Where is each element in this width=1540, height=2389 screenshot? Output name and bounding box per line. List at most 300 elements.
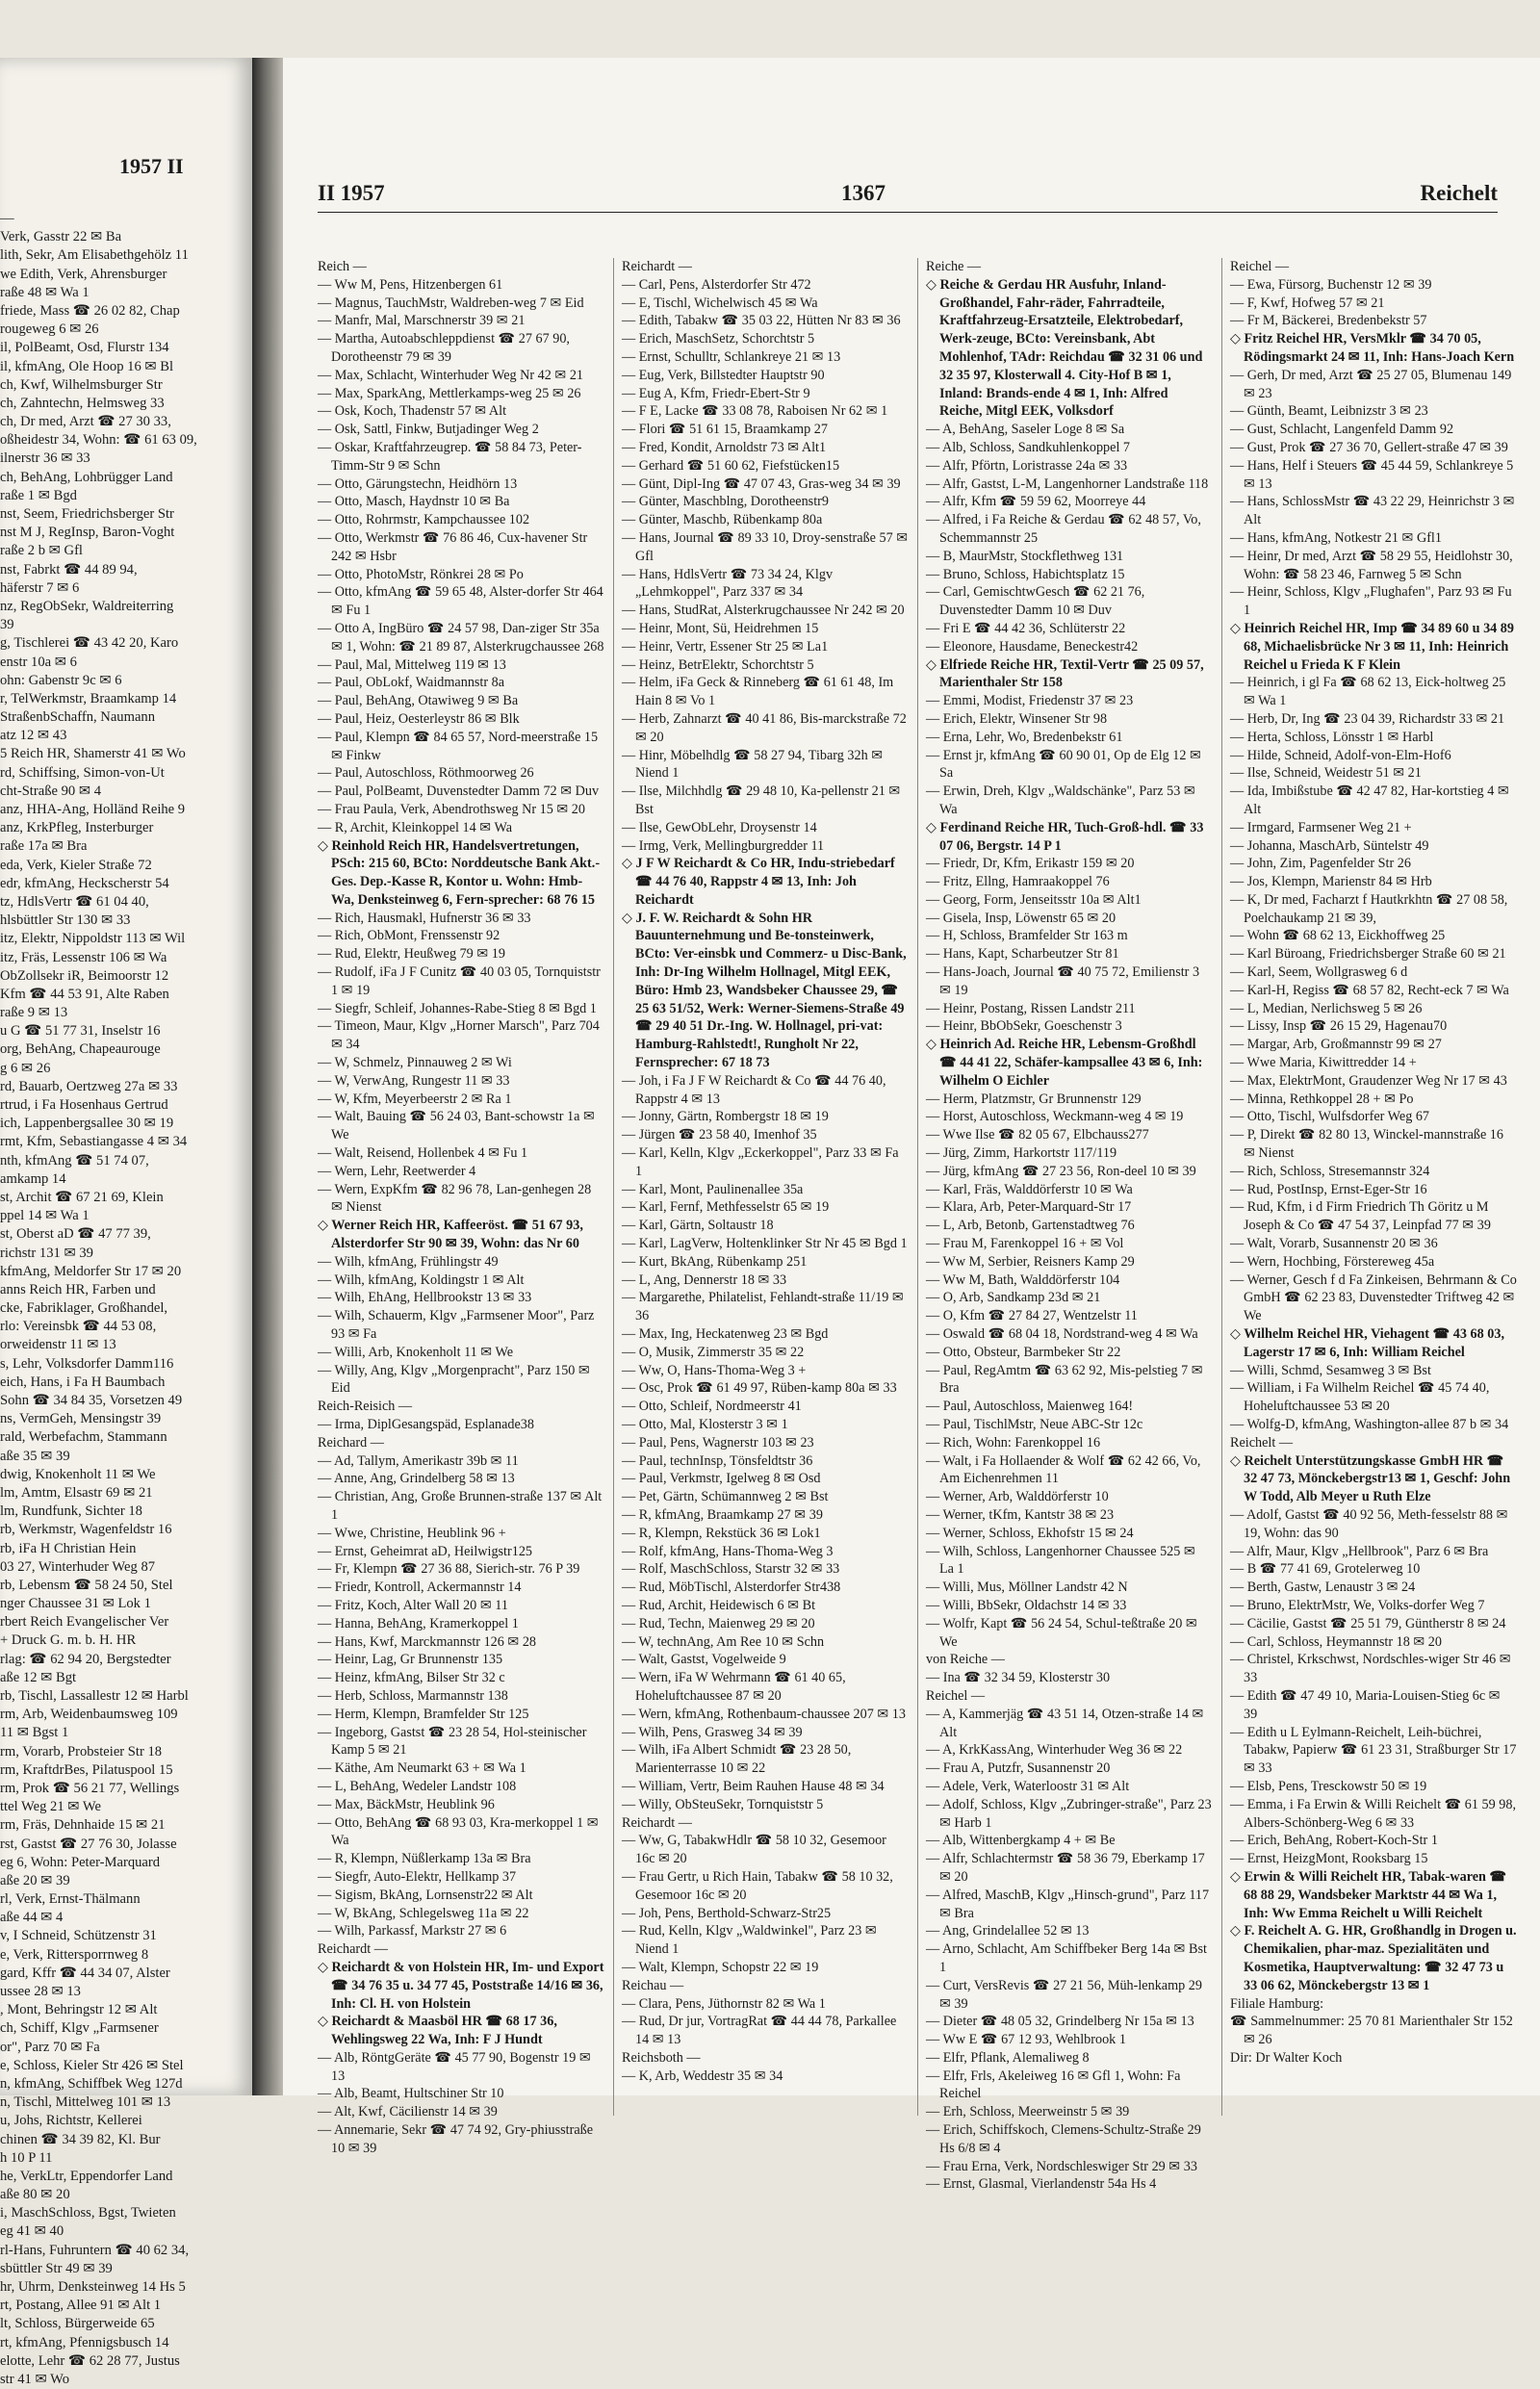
directory-entry: — W, Schmelz, Pinnauweg 2 ✉ Wi (318, 1055, 512, 1071)
directory-entry: — Karl, LagVerw, Holtenklinker Str Nr 45 ✉ Bgd 1 (622, 1236, 908, 1252)
header-volume-year: II 1957 (318, 181, 385, 205)
directory-entry: — Emma, i Fa Erwin & Willi Reichelt ☎ 61 59 98, Albers-Schönberg-Weg 6 ✉ 33 (1230, 1796, 1517, 1831)
directory-column-2 (622, 258, 909, 2116)
firm-entry: ◇ Erwin & Willi Reichelt HR, Tabak-waren ☎ 68 88 29, Wandsbeker Marktstr 44 ✉ Wa 1, Inh: Ww Emma Reichelt u Willi Reichelt (1230, 1868, 1507, 1921)
directory-entry: — Hans, Kwf, Marckmannstr 126 ✉ 28 (318, 1633, 537, 1650)
directory-entry: — Wilh, kfmAng, Frühlingstr 49 (318, 1253, 499, 1270)
directory-entry: — Cäcilie, Gastst ☎ 25 51 79, Güntherstr 8 ✉ 24 (1230, 1615, 1506, 1631)
directory-entry: — Joh, Pens, Berthold-Schwarz-Str25 (622, 1905, 832, 1921)
directory-entry: — Rudolf, iFa J F Cunitz ☎ 40 03 05, Tornquiststr 1 ✉ 19 (318, 964, 601, 998)
directory-entry: — Paul, Pens, Wagnerstr 103 ✉ 23 (622, 1434, 814, 1451)
directory-entry: — Flori ☎ 51 61 15, Braamkamp 27 (622, 422, 828, 438)
directory-entry: — Rud, Elektr, Heußweg 79 ✉ 19 (318, 946, 505, 963)
directory-entry: — Lissy, Insp ☎ 26 15 29, Hagenau70 (1230, 1018, 1448, 1035)
column-divider (1221, 258, 1222, 2116)
directory-entry: — Wilh, iFa Albert Schmidt ☎ 23 28 50, Marienterrasse 10 ✉ 22 (622, 1742, 852, 1777)
directory-line: lm, Rundfunk, Sichter 18 (0, 1503, 142, 1520)
directory-line: hlsbüttler Str 130 ✉ 33 (0, 912, 131, 929)
directory-line: ilnerstr 36 ✉ 33 (0, 450, 90, 467)
directory-entry: — Wwe Maria, Kiwittredder 14 + (1230, 1055, 1417, 1071)
directory-entry: — Anne, Ang, Grindelberg 58 ✉ 13 (318, 1471, 515, 1487)
directory-line: sbüttler Str 49 ✉ 39 (0, 2260, 113, 2276)
directory-entry: — Paul, PolBeamt, Duvenstedter Damm 72 ✉ Duv (318, 783, 600, 800)
directory-line: ch, BehAng, Lohbrügger Land (0, 469, 173, 485)
directory-entry: — Wwe, Christine, Heublink 96 + (318, 1525, 506, 1541)
directory-entry: — Alfr, Schlachtermstr ☎ 58 36 79, Eberkamp 17 ✉ 20 (926, 1851, 1205, 1885)
book-gutter (252, 58, 283, 2095)
directory-entry: — W, technAng, Am Ree 10 ✉ Schn (622, 1633, 825, 1650)
directory-entry: — Emmi, Modist, Friedenstr 37 ✉ 23 (926, 693, 1134, 709)
directory-entry: — Herm, Klempn, Bramfelder Str 125 (318, 1706, 529, 1722)
directory-entry: — Paul, Verkmstr, Igelweg 8 ✉ Osd (622, 1471, 821, 1487)
directory-entry: — Jürgen ☎ 23 58 40, Imenhof 35 (622, 1127, 817, 1143)
directory-line: lm, Amtm, Elsastr 69 ✉ 21 (0, 1484, 153, 1501)
directory-entry: — Siegfr, Auto-Elektr, Hellkamp 37 (318, 1868, 517, 1885)
directory-entry: — Margar, Arb, Großmannstr 99 ✉ 27 (1230, 1037, 1442, 1053)
directory-entry: — Eleonore, Hausdame, Beneckestr42 (926, 638, 1139, 655)
directory-entry: — L, Arb, Betonb, Gartenstadtweg 76 (926, 1218, 1135, 1234)
directory-entry: — Berth, Gastw, Lenaustr 3 ✉ 24 (1230, 1580, 1416, 1596)
directory-line: rm, Prok ☎ 56 21 77, Wellings (0, 1780, 180, 1796)
directory-entry: — E, Tischl, Wichelwisch 45 ✉ Wa (622, 295, 818, 311)
directory-entry: — Otto, Gärungstechn, Heidhörn 13 (318, 475, 518, 492)
directory-entry: — Jürg, kfmAng ☎ 27 23 56, Ron-deel 10 ✉ 39 (926, 1163, 1196, 1179)
directory-entry: — Günth, Beamt, Leibnizstr 3 ✉ 23 (1230, 403, 1428, 420)
directory-entry: — Max, Schlacht, Winterhuder Weg Nr 42 ✉ 21 (318, 367, 584, 383)
directory-line: h 10 P 11 (0, 2149, 53, 2166)
directory-entry: — Walt, Reisend, Hollenbek 4 ✉ Fu 1 (318, 1145, 528, 1162)
directory-entry: — Hans, Kapt, Scharbeutzer Str 81 (926, 946, 1119, 963)
directory-entry: — Fred, Kondit, Arnoldstr 73 ✉ Alt1 (622, 439, 827, 455)
directory-line: n, Tischl, Mittelweg 101 ✉ 13 (0, 2094, 171, 2111)
directory-entry: — Karl, Fernf, Methfesselstr 65 ✉ 19 (622, 1199, 830, 1216)
firm-entry: ◇ Reinhold Reich HR, Handelsvertretungen, PSch: 215 60, BCto: Norddeutsche Bank Akt.-Ges. Dep.-Kasse R, Kontor u. Wohn: Hmb-Wa, Denksteinweg 6, Fern-sprecher: 68 76 15 (318, 837, 601, 908)
directory-line: ussee 28 ✉ 13 (0, 1984, 81, 1999)
directory-entry: — Wern, iFa W Wehrmann ☎ 61 40 65, Hoheluftchaussee 87 ✉ 20 (622, 1670, 846, 1704)
firm-entry: ◇ Reichelt Unterstützungskasse GmbH HR ☎ 32 47 73, Mönckebergstr13 ✉ 1, Geschf: John W Todd, Alb Meyer u Ruth Elze (1230, 1452, 1511, 1505)
directory-entry: — Gust, Schlacht, Langenfeld Damm 92 (1230, 422, 1454, 438)
directory-entry: — Paul, Klempn ☎ 84 65 57, Nord-meerstraße 15 ✉ Finkw (318, 729, 599, 763)
directory-line: StraßenbSchaffn, Naumann (0, 709, 156, 726)
directory-entry: — Paul, Heiz, Oesterleystr 86 ✉ Blk (318, 710, 520, 727)
firm-entry: ◇ Werner Reich HR, Kaffeeröst. ☎ 51 67 93, Alsterdorfer Str 90 ✉ 39, Wohn: das Nr 60 (318, 1218, 583, 1252)
directory-entry: — William, i Fa Wilhelm Reichel ☎ 45 74 40, Hoheluftchaussee 53 ✉ 20 (1230, 1380, 1490, 1415)
firm-entry: ◇ Fritz Reichel HR, VersMklr ☎ 34 70 05, Rödingsmarkt 24 ✉ 11, Inh: Hans-Joach Kern (1230, 331, 1515, 365)
directory-line: Kfm ☎ 44 53 91, Alte Raben (0, 986, 169, 1002)
directory-line: anz, KrkPfleg, Insterburger (0, 820, 154, 836)
directory-entry: — B ☎ 77 41 69, Grotelerweg 10 (1230, 1561, 1421, 1578)
directory-entry: — Wolfr, Kapt ☎ 56 24 54, Schul-teßtraße 20 ✉ We (926, 1615, 1197, 1650)
directory-entry: Dir: Dr Walter Koch (1230, 2049, 1343, 2066)
directory-entry: — Karl, Fräs, Walddörferstr 10 ✉ Wa (926, 1181, 1133, 1197)
directory-column-1 (318, 258, 604, 2156)
left-page (0, 58, 252, 2387)
directory-entry: — John, Zim, Pagenfelder Str 26 (1230, 856, 1411, 872)
directory-line: str 41 ✉ Wo (0, 2371, 69, 2387)
directory-entry: — Walt, Gastst, Vogelweide 9 (622, 1652, 786, 1668)
directory-line: aße 20 ✉ 39 (0, 1872, 70, 1888)
directory-line: ch, Zahntechn, Helmsweg 33 (0, 395, 165, 411)
directory-entry: — Osc, Prok ☎ 61 49 97, Rüben-kamp 80a ✉ 33 (622, 1380, 897, 1397)
directory-line: atz 12 ✉ 43 (0, 728, 67, 744)
directory-entry: — Edith ☎ 47 49 10, Maria-Louisen-Stieg 6c ✉ 39 (1230, 1687, 1501, 1722)
directory-entry: — Friedr, Kontroll, Ackermannstr 14 (318, 1580, 522, 1596)
directory-entry: — Rolf, kfmAng, Hans-Thoma-Weg 3 (622, 1543, 834, 1559)
directory-line: — (0, 211, 14, 226)
directory-entry: — Karl, Gärtn, Soltaustr 18 (622, 1218, 774, 1234)
directory-line: lith, Sekr, Am Elisabethgehölz 11 (0, 247, 189, 264)
directory-line: eich, Hans, i Fa H Baumbach (0, 1374, 166, 1390)
directory-entry: — Wern, ExpKfm ☎ 82 96 78, Lan-genhegen 28 ✉ Nienst (318, 1181, 592, 1216)
directory-entry: — Walt, Bauing ☎ 56 24 03, Bant-schowstr 1a ✉ We (318, 1109, 595, 1143)
directory-entry: — Paul, BehAng, Otawiweg 9 ✉ Ba (318, 693, 519, 709)
header-catchword: Reichelt (1420, 181, 1498, 205)
directory-line: 03 27, Winterhuder Weg 87 (0, 1558, 156, 1575)
directory-entry: — Oswald ☎ 68 04 18, Nordstrand-weg 4 ✉ Wa (926, 1326, 1198, 1343)
directory-entry: — Oskar, Kraftfahrzeugrep. ☎ 58 84 73, Peter-Timm-Str 9 ✉ Schn (318, 439, 582, 474)
directory-entry: — Käthe, Am Neumarkt 63 + ✉ Wa 1 (318, 1760, 526, 1777)
directory-line: rb, Lebensm ☎ 58 24 50, Stel (0, 1577, 173, 1593)
directory-entry: — Heinr, Mont, Sü, Heidrehmen 15 (622, 620, 819, 636)
directory-entry: — Otto, Rohrmstr, Kampchaussee 102 (318, 512, 530, 528)
directory-line: eda, Verk, Kieler Straße 72 (0, 857, 152, 873)
directory-entry: — Rud, PostInsp, Ernst-Eger-Str 16 (1230, 1181, 1427, 1197)
directory-entry: — Rud, MöbTischl, Alsterdorfer Str438 (622, 1580, 841, 1596)
directory-line: or", Parz 70 ✉ Fa (0, 2039, 100, 2055)
directory-entry: — O, Musik, Zimmerstr 35 ✉ 22 (622, 1344, 805, 1360)
directory-line: nger Chaussee 31 ✉ Lok 1 (0, 1596, 151, 1612)
directory-line: rald, Werbefachm, Stammann (0, 1429, 167, 1446)
directory-entry: — Joh, i Fa J F W Reichardt & Co ☎ 44 76 40, Rappstr 4 ✉ 13 (622, 1072, 886, 1107)
directory-entry: — Alb, RöntgGeräte ☎ 45 77 90, Bogenstr 19 ✉ 13 (318, 2049, 591, 2084)
directory-line: ns, VermGeh, Mensingstr 39 (0, 1411, 162, 1427)
directory-entry: — Ww M, Serbier, Reisners Kamp 29 (926, 1253, 1135, 1270)
directory-line: friede, Mass ☎ 26 02 82, Chap (0, 302, 180, 319)
directory-line: aße 35 ✉ 39 (0, 1448, 70, 1464)
directory-line: nst, Fabrkt ☎ 44 89 94, (0, 561, 138, 578)
directory-entry: — Otto, Werkmstr ☎ 76 86 46, Cux-havener Str 242 ✉ Hsbr (318, 529, 588, 564)
directory-entry: — Fritz, Ellng, Hamraakoppel 76 (926, 874, 1110, 890)
directory-line: nst M J, RegInsp, Baron-Voght (0, 525, 175, 541)
directory-entry: — Günt, Dipl-Ing ☎ 47 07 43, Gras-weg 34 ✉ 39 (622, 475, 901, 492)
directory-entry: — Annemarie, Sekr ☎ 47 74 92, Gry-phiusstraße 10 ✉ 39 (318, 2122, 594, 2156)
directory-entry: — Herb, Zahnarzt ☎ 40 41 86, Bis-marckstraße 72 ✉ 20 (622, 710, 907, 745)
firm-entry: ◇ Heinrich Reichel HR, Imp ☎ 34 89 60 u 34 89 68, Michaelisbrücke Nr 3 ✉ 11, Inh: Heinrich Reichel u Frieda K F Klein (1230, 620, 1514, 673)
directory-line: oßheidestr 34, Wohn: ☎ 61 63 09, (0, 432, 197, 449)
directory-entry: — Erh, Schloss, Meerweinstr 5 ✉ 39 (926, 2104, 1130, 2120)
directory-line: 5 Reich HR, Shamerstr 41 ✉ Wo (0, 746, 186, 762)
directory-entry: — Alb, Beamt, Hultschiner Str 10 (318, 2086, 504, 2102)
directory-entry: — P, Direkt ☎ 82 80 13, Winckel-mannstraße 16 ✉ Nienst (1230, 1127, 1503, 1162)
directory-line: e, Verk, Rittersporrnweg 8 (0, 1946, 149, 1963)
directory-entry: — A, BehAng, Saseler Loge 8 ✉ Sa (926, 422, 1125, 438)
directory-entry: — Erich, MaschSetz, Schorchtstr 5 (622, 331, 815, 347)
directory-entry: — Otto, BehAng ☎ 68 93 03, Kra-merkoppel 1 ✉ Wa (318, 1814, 599, 1849)
directory-entry: — William, Vertr, Beim Rauhen Hause 48 ✉ 34 (622, 1778, 885, 1794)
directory-entry: — Hans-Joach, Journal ☎ 40 75 72, Emilienstr 3 ✉ 19 (926, 964, 1200, 998)
directory-entry: — Elsb, Pens, Tresckowstr 50 ✉ 19 (1230, 1778, 1427, 1794)
directory-entry: — Pet, Gärtn, Schümannweg 2 ✉ Bst (622, 1489, 829, 1505)
directory-entry: — Kurt, BkAng, Rübenkamp 251 (622, 1253, 808, 1270)
directory-entry: — Ewa, Fürsorg, Buchenstr 12 ✉ 39 (1230, 276, 1432, 293)
directory-entry: — Erich, Schiffskoch, Clemens-Schultz-Straße 29 Hs 6/8 ✉ 4 (926, 2122, 1201, 2156)
directory-line: ch, Dr med, Arzt ☎ 27 30 33, (0, 414, 171, 430)
directory-entry: — Rud, Techn, Maienweg 29 ✉ 20 (622, 1615, 815, 1631)
directory-line: rlag: ☎ 62 94 20, Bergstedter (0, 1651, 171, 1667)
directory-entry: — Paul, Autoschloss, Maienweg 164! (926, 1399, 1134, 1415)
directory-entry: — A, KrkKassAng, Winterhuder Weg 36 ✉ 22 (926, 1742, 1183, 1759)
directory-entry: — Eug A, Kfm, Friedr-Ebert-Str 9 (622, 385, 810, 401)
directory-entry: — Frau Gertr, u Rich Hain, Tabakw ☎ 58 10 32, Gesemoor 16c ✉ 20 (622, 1868, 893, 1903)
directory-line: edr, kfmAng, Heckscherstr 54 (0, 875, 169, 891)
directory-line: Sohn ☎ 34 84 35, Vorsetzen 49 (0, 1393, 183, 1408)
directory-line: u, Johs, Richtstr, Kellerei (0, 2113, 142, 2129)
directory-entry: — Ww, G, TabakwHdlr ☎ 58 10 32, Gesemoor 16c ✉ 20 (622, 1833, 886, 1867)
directory-entry: — Irmgard, Farmsener Weg 21 + (1230, 819, 1412, 835)
directory-line: richstr 131 ✉ 39 (0, 1245, 93, 1261)
directory-entry: — Otto, Masch, Haydnstr 10 ✉ Ba (318, 494, 510, 510)
directory-entry: — Wilh, kfmAng, Koldingstr 1 ✉ Alt (318, 1272, 525, 1288)
directory-entry: — Ida, Imbißstube ☎ 42 47 82, Har-kortstieg 4 ✉ Alt (1230, 783, 1509, 817)
directory-entry: — Hans, Journal ☎ 89 33 10, Droy-senstraße 57 ✉ Gfl (622, 529, 909, 564)
directory-entry: — Willi, BbSekr, Oldachstr 14 ✉ 33 (926, 1597, 1127, 1613)
directory-column-4 (1230, 258, 1517, 2116)
directory-entry: — Paul, RegAmtm ☎ 63 62 92, Mis-pelstieg 7 ✉ Bra (926, 1362, 1203, 1397)
directory-line: nth, kfmAng ☎ 51 74 07, (0, 1152, 149, 1169)
directory-entry: — Max, SparkAng, Mettlerkamps-weg 25 ✉ 26 (318, 385, 581, 401)
directory-entry: — Wilh, Schauerm, Klgv „Farmsener Moor", Parz 93 ✉ Fa (318, 1308, 595, 1343)
directory-entry: — Hans, StudRat, Alsterkrugchaussee Nr 242 ✉ 20 (622, 603, 905, 619)
directory-entry: — Paul, Autoschloss, Röthmoorweg 26 (318, 765, 534, 782)
directory-entry: — Werner, Schloss, Ekhofstr 15 ✉ 24 (926, 1525, 1134, 1541)
directory-line: i, MaschSchloss, Bgst, Twieten (0, 2205, 176, 2222)
directory-entry: — Otto, Mal, Klosterstr 3 ✉ 1 (622, 1417, 788, 1432)
directory-line: rm, Arb, Weidenbaumsweg 109 (0, 1707, 178, 1723)
directory-entry: — Walt, Klempn, Schopstr 22 ✉ 19 (622, 1959, 819, 1975)
directory-entry: — B, MaurMstr, Stockflethweg 131 (926, 548, 1124, 564)
directory-entry: — Wern, Lehr, Reetwerder 4 (318, 1163, 476, 1179)
directory-entry: — Fr, Klempn ☎ 27 36 88, Sierich-str. 76 P 39 (318, 1561, 580, 1578)
directory-line: cke, Fabriklager, Großhandel, (0, 1300, 168, 1317)
directory-entry: — Ilse, Schneid, Weidestr 51 ✉ 21 (1230, 765, 1422, 782)
directory-entry: — Adolf, Gastst ☎ 40 92 56, Meth-fesselstr 88 ✉ 19, Wohn: das 90 (1230, 1506, 1508, 1541)
directory-entry: — Ina ☎ 32 34 59, Klosterstr 30 (926, 1670, 1111, 1686)
directory-line: ch, Schiff, Klgv „Farmsener (0, 2020, 159, 2037)
directory-entry: — Alb, Schloss, Sandkuhlenkoppel 7 (926, 439, 1131, 455)
directory-line: anz, HHA-Ang, Holländ Reihe 9 (0, 802, 186, 817)
directory-line: ObZollsekr iR, Beimoorstr 12 (0, 967, 169, 984)
directory-entry: — Alb, Wittenbergkamp 4 + ✉ Be (926, 1833, 1116, 1849)
directory-entry: — Karl, Seem, Wollgrasweg 6 d (1230, 964, 1408, 981)
directory-line: we Edith, Verk, Ahrensburger (0, 266, 167, 282)
directory-line: g 6 ✉ 26 (0, 1060, 51, 1076)
directory-entry: — Otto, Tischl, Wulfsdorfer Weg 67 (1230, 1109, 1430, 1125)
directory-line: st, Archit ☎ 67 21 69, Klein (0, 1189, 164, 1205)
directory-line: aße 12 ✉ Bgt (0, 1669, 77, 1685)
directory-entry: — Heinr, Vertr, Essener Str 25 ✉ La1 (622, 638, 829, 655)
directory-line: + Druck G. m. b. H. HR (0, 1632, 137, 1649)
directory-line: s, Lehr, Volksdorfer Damm116 (0, 1355, 174, 1372)
directory-entry: — R, Klempn, Rekstück 36 ✉ Lok1 (622, 1525, 821, 1541)
directory-line: 11 ✉ Bgst 1 (0, 1725, 69, 1741)
directory-entry: — Karl, Kelln, Klgv „Eckerkoppel", Parz 33 ✉ Fa 1 (622, 1145, 899, 1179)
directory-entry: — Willy, ObSteuSekr, Tornquiststr 5 (622, 1796, 824, 1812)
directory-entry: — Heinr, Postang, Rissen Landstr 211 (926, 1000, 1136, 1016)
firm-entry: ◇ Heinrich Ad. Reiche HR, Lebensm-Großhdl ☎ 44 41 22, Schäfer-kampsallee 43 ✉ 6, Inh: Wilhelm O Eichler (926, 1037, 1203, 1089)
directory-line: rt, Postang, Allee 91 ✉ Alt 1 (0, 2298, 162, 2314)
directory-entry: Reich — (318, 259, 367, 274)
firm-entry: ◇ Wilhelm Reichel HR, Viehagent ☎ 43 68 03, Lagerstr 17 ✉ 6, Inh: William Reichel (1230, 1326, 1505, 1360)
directory-entry: — Hans, SchlossMstr ☎ 43 22 29, Heinrichstr 3 ✉ Alt (1230, 494, 1515, 528)
directory-entry: — O, Kfm ☎ 27 84 27, Wentzelstr 11 (926, 1308, 1138, 1324)
directory-line: Verk, Gasstr 22 ✉ Ba (0, 229, 122, 245)
directory-entry: — Rud, Dr jur, VortragRat ☎ 44 44 78, Parkallee 14 ✉ 13 (622, 2014, 897, 2048)
directory-entry: — Willi, Arb, Knokenholt 11 ✉ We (318, 1344, 514, 1360)
directory-line: tz, HdlsVertr ☎ 61 04 40, (0, 893, 149, 910)
directory-line: rmt, Kfm, Sebastiangasse 4 ✉ 34 (0, 1134, 188, 1150)
directory-line: g, Tischlerei ☎ 43 42 20, Karo (0, 635, 179, 652)
directory-entry: — Otto A, IngBüro ☎ 24 57 98, Dan-ziger Str 35a ✉ 1, Wohn: ☎ 21 89 87, Alsterkrugchaussee 268 (318, 620, 604, 655)
directory-entry: — Hans, kfmAng, Notkestr 21 ✉ Gfl1 (1230, 529, 1442, 546)
directory-entry: — Alt, Kwf, Cäcilienstr 14 ✉ 39 (318, 2104, 498, 2120)
firm-entry: ◇ J. F. W. Reichardt & Sohn HR Bauunternehmung und Be-tonsteinwerk, BCto: Ver-einsbk und Commerz- u Disc-Bank, Inh: Dr-Ing Wilhelm Hollnagel, Mitgl EEK, Büro: Hmb 23, Wandsbeker Chaussee 29, ☎ 25 63 51/52, Werk: Werner-Siemens-Straße 49 ☎ 29 40 51 Dr.-Ing. W. Hollnagel, pri-vat: Hamburg-Rahlstedt!, Rungholt Nr 22, Fernsprecher: 67 18 73 (622, 910, 907, 1071)
directory-entry: — Ilse, Milchhdlg ☎ 29 48 10, Ka-pellenstr 21 ✉ Bst (622, 783, 901, 817)
directory-entry: — Herta, Schloss, Lönsstr 1 ✉ Harbl (1230, 729, 1434, 745)
directory-line: chinen ☎ 34 39 82, Kl. Bur (0, 2131, 161, 2147)
directory-entry: — Walt, Vorarb, Susannenstr 20 ✉ 36 (1230, 1236, 1438, 1252)
directory-entry: — Adele, Verk, Waterloostr 31 ✉ Alt (926, 1778, 1130, 1794)
directory-entry: — Gust, Prok ☎ 27 36 70, Gellert-straße 47 ✉ 39 (1230, 439, 1508, 455)
directory-entry: — Ernst jr, kfmAng ☎ 60 90 01, Op de Elg 12 ✉ Sa (926, 747, 1201, 782)
directory-line: nz, RegObSekr, Waldreiterring (0, 598, 174, 614)
directory-entry: — F E, Lacke ☎ 33 08 78, Raboisen Nr 62 ✉ 1 (622, 403, 888, 420)
directory-entry: — Christian, Ang, Große Brunnen-straße 137 ✉ Alt 1 (318, 1489, 603, 1523)
directory-line: he, VerkLtr, Eppendorfer Land (0, 2168, 173, 2184)
directory-entry: — Elfr, Frls, Akeleiweg 16 ✉ Gfl 1, Wohn: Fa Reichel (926, 2068, 1181, 2102)
directory-entry: Reichelt — (1230, 1434, 1294, 1451)
directory-entry: — Werner, Arb, Walddörferstr 10 (926, 1489, 1109, 1505)
directory-entry: — Timeon, Maur, Klgv „Horner Marsch", Parz 704 ✉ 34 (318, 1018, 600, 1053)
directory-entry: — Manfr, Mal, Marschnerstr 39 ✉ 21 (318, 313, 526, 329)
directory-entry: — Curt, VersRevis ☎ 27 21 56, Müh-lenkamp 29 ✉ 39 (926, 1977, 1202, 2012)
directory-entry: — W, VerwAng, Rungestr 11 ✉ 33 (318, 1072, 510, 1089)
left-page-column (0, 210, 244, 2389)
directory-line: elotte, Lehr ☎ 62 28 77, Justus (0, 2352, 180, 2369)
directory-entry: — Rud, Kelln, Klgv „Waldwinkel", Parz 23 ✉ Niend 1 (622, 1923, 877, 1958)
directory-entry: — Wern, kfmAng, Rothenbaum-chaussee 207 ✉ 13 (622, 1706, 906, 1722)
directory-entry: — Irma, DiplGesangspäd, Esplanade38 (318, 1417, 534, 1432)
directory-entry: Reichel — (1230, 259, 1290, 274)
directory-entry: — L, BehAng, Wedeler Landstr 108 (318, 1778, 517, 1794)
directory-entry: — Gerhard ☎ 51 60 62, Fiefstücken15 (622, 457, 840, 474)
directory-entry: — Alfr, Pförtn, Loristrasse 24a ✉ 33 (926, 457, 1128, 474)
directory-entry: von Reiche — (926, 1652, 1005, 1668)
directory-entry: — Fri E ☎ 44 42 36, Schlüterstr 22 (926, 620, 1126, 636)
directory-entry: — Wern, Hochbing, Förstereweg 45a (1230, 1253, 1435, 1270)
directory-line: itz, Elektr, Nippoldstr 113 ✉ Wil (0, 931, 186, 947)
directory-entry: Reiche — (926, 259, 982, 274)
directory-entry: — Gisela, Insp, Löwenstr 65 ✉ 20 (926, 910, 1116, 926)
directory-entry: — Max, ElektrMont, Graudenzer Weg Nr 17 ✉ 43 (1230, 1072, 1507, 1089)
page-header (318, 173, 1498, 213)
directory-entry: — Wilh, EhAng, Hellbrookstr 13 ✉ 33 (318, 1290, 532, 1306)
directory-entry: — R, Klempn, Nüßlerkamp 13a ✉ Bra (318, 1851, 531, 1867)
directory-entry: — Ilse, GewObLehr, Droysenstr 14 (622, 819, 817, 835)
directory-entry: — Wilh, Schloss, Langenhorner Chaussee 525 ✉ La 1 (926, 1543, 1195, 1578)
directory-entry: — Paul, Mal, Mittelweg 119 ✉ 13 (318, 656, 506, 673)
directory-line: raße 48 ✉ Wa 1 (0, 284, 90, 300)
directory-entry: — Rud, Archit, Heidewisch 6 ✉ Bt (622, 1597, 816, 1613)
directory-entry: — Erich, BehAng, Robert-Koch-Str 1 (1230, 1833, 1438, 1849)
firm-entry: ◇ Reichardt & Maasböl HR ☎ 68 17 36, Wehlingsweg 22 Wa, Inh: F J Hundt (318, 2014, 557, 2048)
directory-entry: Reichau — (622, 1977, 684, 1993)
directory-line: rt, kfmAng, Pfennigsbusch 14 (0, 2334, 169, 2350)
directory-entry: Filiale Hamburg: (1230, 1995, 1324, 2012)
directory-entry: — Arno, Schlacht, Am Schiffbeker Berg 14a ✉ Bst 1 (926, 1941, 1207, 1975)
directory-entry: — Jos, Klempn, Marienstr 84 ✉ Hrb (1230, 874, 1432, 890)
directory-entry: — Magnus, TauchMstr, Waldreben-weg 7 ✉ Eid (318, 295, 584, 311)
directory-line: aße 44 ✉ 4 (0, 1910, 64, 1926)
directory-entry: — Siegfr, Schleif, Johannes-Rabe-Stieg 8 ✉ Bgd 1 (318, 1000, 597, 1016)
directory-line: nst, Seem, Friedrichsberger Str (0, 506, 174, 522)
directory-entry: — Osk, Koch, Thadenstr 57 ✉ Alt (318, 403, 507, 420)
directory-line: raße 9 ✉ 13 (0, 1005, 68, 1021)
directory-entry: — Heinr, Schloss, Klgv „Flughafen", Parz 93 ✉ Fu 1 (1230, 584, 1512, 619)
directory-entry: — Hans, HdlsVertr ☎ 73 34 24, Klgv „Lehmkoppel", Parz 337 ✉ 34 (622, 566, 834, 601)
directory-entry: — Alfr, Gastst, L-M, Langenhorner Landstraße 118 (926, 475, 1209, 492)
directory-entry: — Johanna, MaschArb, Süntelstr 49 (1230, 837, 1429, 854)
directory-entry: — Günter, Maschblng, Dorotheenstr9 (622, 494, 829, 510)
directory-line: raße 2 b ✉ Gfl (0, 543, 83, 559)
directory-entry: Reichardt — (318, 1941, 388, 1958)
directory-entry: — Wohn ☎ 68 62 13, Eickhoffweg 25 (1230, 928, 1446, 944)
directory-line: il, PolBeamt, Osd, Flurstr 134 (0, 340, 169, 356)
directory-column-3 (926, 258, 1213, 2193)
directory-line: , Mont, Behringstr 12 ✉ Alt (0, 2002, 158, 2018)
left-page-header: 1957 II (119, 154, 184, 178)
directory-entry: — Martha, Autoabschleppdienst ☎ 27 67 90, Dorotheenstr 79 ✉ 39 (318, 331, 570, 365)
directory-entry: — Herb, Schloss, Marmannstr 138 (318, 1687, 508, 1704)
directory-entry: — H, Schloss, Bramfelder Str 163 m (926, 928, 1128, 944)
firm-entry: ◇ Reichardt & von Holstein HR, Im- und Export ☎ 34 76 35 u. 34 77 45, Poststraße 14/16 ✉ 36, Inh: Cl. H. von Holstein (318, 1959, 604, 2012)
directory-entry: — Hilde, Schneid, Adolf-von-Elm-Hof6 (1230, 747, 1451, 763)
directory-entry: — Willi, Schmd, Sesamweg 3 ✉ Bst (1230, 1362, 1431, 1378)
directory-entry: — Heinrich, i gl Fa ☎ 68 62 13, Eick-holtweg 25 ✉ Wa 1 (1230, 675, 1506, 709)
column-divider (917, 258, 918, 2116)
directory-entry: — Ernst, HeizgMont, Rooksbarg 15 (1230, 1851, 1428, 1867)
directory-entry: Reichel — (926, 1687, 986, 1704)
directory-line: eg 6, Wohn: Peter-Marquard (0, 1854, 161, 1870)
directory-entry: — Ingeborg, Gastst ☎ 23 28 54, Hol-steinischer Kamp 5 ✉ 21 (318, 1724, 587, 1759)
directory-line: rl, Verk, Ernst-Thälmann (0, 1891, 141, 1908)
directory-entry: — Frau Paula, Verk, Abendrothsweg Nr 15 ✉ 20 (318, 801, 585, 817)
directory-entry: — Rich, Schloss, Stresemannstr 324 (1230, 1163, 1430, 1179)
directory-entry: — Heinr, Lag, Gr Brunnenstr 135 (318, 1652, 503, 1668)
directory-entry: — Jürg, Zimm, Harkortstr 117/119 (926, 1145, 1117, 1162)
directory-line: rb, iFa H Christian Hein (0, 1540, 137, 1556)
directory-line: il, kfmAng, Ole Hoop 16 ✉ Bl (0, 358, 174, 374)
directory-entry: — Erich, Elektr, Winsener Str 98 (926, 710, 1108, 727)
directory-entry: Reich-Reisich — (318, 1399, 413, 1415)
directory-entry: — Horst, Autoschloss, Weckmann-weg 4 ✉ 19 (926, 1109, 1184, 1125)
directory-entry: Reichard — (318, 1434, 384, 1451)
directory-entry: — Otto, PhotoMstr, Rönkrei 28 ✉ Po (318, 566, 524, 582)
directory-line: amkamp 14 (0, 1170, 66, 1187)
directory-entry: — Heinr, BbObSekr, Goeschenstr 3 (926, 1018, 1122, 1035)
directory-line: raße 1 ✉ Bgd (0, 487, 77, 503)
directory-entry: — Carl, Schloss, Heymannstr 18 ✉ 20 (1230, 1633, 1442, 1650)
directory-line: lt, Schloss, Bürgerweide 65 (0, 2316, 155, 2332)
